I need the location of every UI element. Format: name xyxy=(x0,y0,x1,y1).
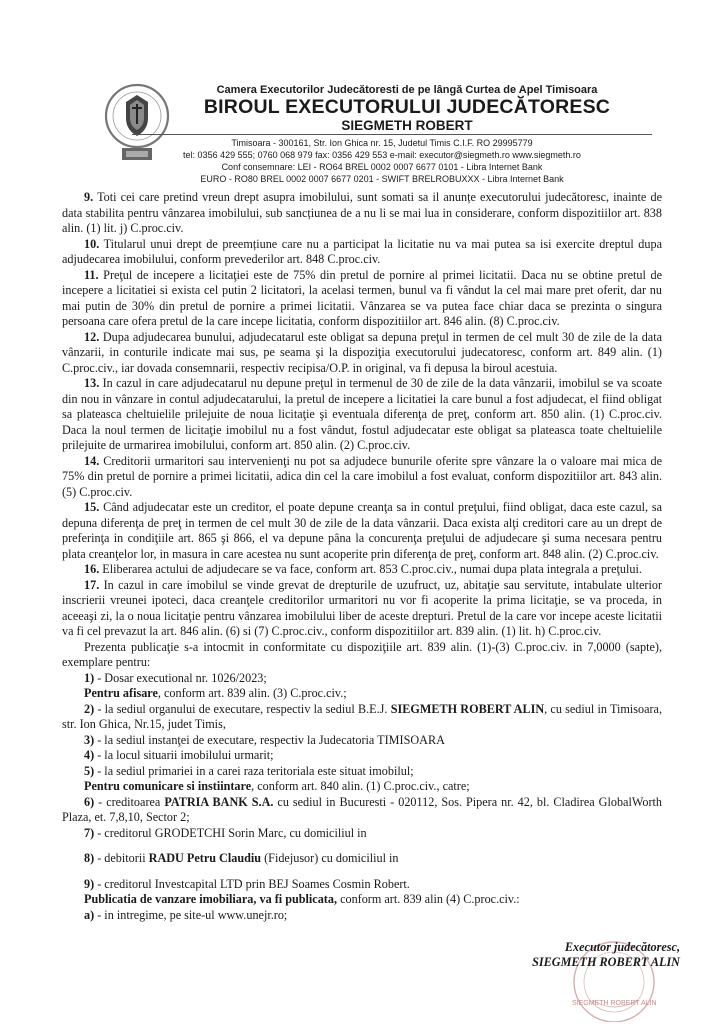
list-name: RADU Petru Claudiu xyxy=(148,851,262,865)
list-name: PATRIA BANK S.A. xyxy=(164,794,274,809)
list-item-3 xyxy=(62,733,662,749)
paragraph-14 xyxy=(62,454,662,501)
paragraph-text: Preţul de incepere a licitaţiei este de 75% din pretul de pornire al primei licitatii. Daca nu se obtine pretul de incepere a licitatiei si exista cel putin 2 licitatori, la acelasi termen, bunul va fi vândut la cel mai mare pret oferit, dar nu mai putin de 30% din pretul de pornire a primei licitatii. Vânzarea se va putea face chiar daca se prezinta o singura persoana care ofera pretul de la care incepe licitatia, conform dispozitiilor art. 846 alin. (8) C.proc.civ. xyxy=(62,267,662,328)
paragraph-number: 10. xyxy=(84,236,100,251)
afisare-heading xyxy=(62,686,662,702)
list-number: 1) xyxy=(84,670,95,685)
list-item-a xyxy=(62,908,662,924)
section-label: Pentru afisare xyxy=(84,686,158,700)
list-item-7 xyxy=(62,826,662,842)
paragraph-number: 11. xyxy=(84,267,99,282)
paragraph-text: Când adjudecatar este un creditor, el poate depune creanţa sa in contul preţului, fiind obligat, daca este cazul, sa depuna diferenţa de preţ in termen de cel mult 30 de zile de la data vânzarii. Daca exista alţi creditori care au un drept de preferinţa in condiţiile art. 865 şi 866, el va depune pâna la concurenţa preţului de adjudecare şi suma necesara pentru plata creanţelor lor, in masura in care acestea nu sunt acoperite prin diferenţa de preţ, conform art. 848 alin. (2) C.proc.civ. xyxy=(62,500,663,561)
paragraph-number: 14. xyxy=(84,453,100,468)
paragraph-text: In cazul in care adjudecatarul nu depune preţul in termenul de 30 de zile de la data vânzarii, imobilul se va scoate din nou in vânzare in contul adjudecatarului, la pretul de incepere a licitatiei la care bunul a fost adjudecat, el fiind obligat sa plateasca cheltuielile prilejuite de noua licitaţie şi eventuala diferenţa de preţ, conform art. 850 alin. (1) C.proc.civ. Daca la noul termen de licitaţie imobilul nu a fost vândut, fostul adjudecatar este obligat sa plateasca toate cheltuielile prilejuite de urmarirea imobilului, conform art. 850 alin. (2) C.proc.civ. xyxy=(62,376,662,452)
section-text: conform art. 839 alin (4) C.proc.civ.: xyxy=(337,892,520,906)
section-label: Publicatia de vanzare imobiliara, va fi publicata, xyxy=(84,892,338,906)
list-item-9 xyxy=(62,877,662,893)
list-item-4 xyxy=(62,748,662,764)
paragraph-16 xyxy=(62,562,662,578)
list-text: cu sediul in Bucuresti - 020112, Sos. Pipera nr. 42, bl. Cladirea GlobalWorth Plaza, et. 7,8,10, Sector 2; xyxy=(62,794,662,824)
paragraph-number: 16. xyxy=(84,562,100,576)
paragraph-number: 13. xyxy=(84,376,100,390)
paragraph-number: 12. xyxy=(84,329,100,344)
spacer xyxy=(62,867,662,877)
list-number: 8) xyxy=(84,851,95,865)
list-text: (Fidejusor) cu domiciliul in xyxy=(261,851,399,865)
list-name: SIEGMETH ROBERT ALIN xyxy=(390,701,545,716)
header-address: Timisoara - 300161, Str. Ion Ghica nr. 15, Judetul Timis C.I.F. RO 29995779 xyxy=(231,138,533,148)
list-item-5 xyxy=(62,764,662,780)
list-item-8 xyxy=(62,851,662,867)
list-number: 5) xyxy=(84,763,95,778)
list-text: - la sediul organului de executare, respectiv la sediul B.E.J. xyxy=(94,701,391,716)
office-title: BIROUL EXECUTORULUI JUDECĂTORESC xyxy=(203,96,611,118)
list-number: a) xyxy=(84,907,95,922)
list-item-6 xyxy=(62,795,662,826)
paragraph-number: 9. xyxy=(84,190,94,204)
header-divider xyxy=(132,134,652,135)
paragraph-number: 15. xyxy=(84,500,100,514)
list-number: 6) xyxy=(84,794,95,809)
header-account-lei: Conf consemnare: LEI - RO64 BREL 0002 0007 6677 0101 - Libra Internet Bank xyxy=(221,162,543,172)
list-text: - creditorul Investcapital LTD prin BEJ Soames Cosmin Robert. xyxy=(94,876,410,891)
paragraph-12 xyxy=(62,330,662,377)
list-text: - in intregime, pe site-ul www.unejr.ro; xyxy=(94,907,288,922)
list-number: 4) xyxy=(84,748,95,762)
signature-title: Executor judecătoresc, xyxy=(564,940,680,954)
list-text: , cu sediul in Timisoara, str. Ion Ghica, Nr.15, judet Timis, xyxy=(62,701,662,731)
paragraph-number: 17. xyxy=(84,577,100,592)
list-item-2 xyxy=(62,702,662,733)
paragraph-text: Toti cei care pretind vreun drept asupra imobilului, sunt somati sa il anunțe executorului judecătoresc, inainte de data stabilita pentru vânzarea imobilului, sub sancțiunea de a nu li se mai lua in considerare, conform dispozitiilor art. 838 alin. (1) lit. j) C.proc.civ. xyxy=(62,190,662,235)
section-text: , conform art. 840 alin. (1) C.proc.civ., catre; xyxy=(251,779,470,793)
list-number: 7) xyxy=(84,825,95,840)
list-text: - Dosar executional nr. 1026/2023; xyxy=(94,670,267,685)
comunicare-heading xyxy=(62,779,662,795)
header-account-euro: EURO - RO80 BREL 0002 0007 6677 0201 - SWIFT BRELROBUXXX - Libra Internet Bank xyxy=(200,174,564,184)
list-number: 3) xyxy=(84,732,95,747)
paragraph-11 xyxy=(62,268,662,330)
publicatia-heading xyxy=(62,892,662,908)
document-body xyxy=(62,190,662,923)
paragraph-text: Titularul unui drept de preemțiune care nu a participat la licitatie nu va mai putea sa isi exercite dreptul dupa adjudecarea imobilului, conform prevederilor art. 848 C.proc.civ. xyxy=(62,236,663,266)
paragraph-10 xyxy=(62,237,662,268)
list-text: - debitorii xyxy=(94,851,149,865)
stamp-text: SIEGMETH ROBERT ALIN xyxy=(572,1000,657,1007)
header-contact: tel: 0356 429 555; 0760 068 979 fax: 0356 429 553 e-mail: executor@siegmeth.ro www.siegmeth.ro xyxy=(183,150,581,160)
section-label: Pentru comunicare si instiintare xyxy=(84,779,252,793)
paragraph-text: Creditorii urmaritori sau intervenienţi nu pot sa adjudece bunurile oferite spre vânzare la o valoare mai mica de 75% din pretul de pornire a primei licitatii, adica din cel la care imobilul a fost evaluat, conform dispozitiilor art. 843 alin. (5) C.proc.civ. xyxy=(62,453,663,499)
paragraph-15 xyxy=(62,500,662,562)
paragraph-text: Eliberarea actului de adjudecare se va face, conform art. 853 C.proc.civ., numai dupa plata integrala a preţului. xyxy=(102,562,642,576)
paragraph-13 xyxy=(62,376,662,454)
paragraph-text: In cazul in care imobilul se vinde grevat de drepturile de uzufruct, uz, abitaţie sau servitute, intabulate ulterior inscrierii vreunei ipoteci, daca creanţele creditorilor urmaritori nu vor fi acoperite la prima licitaţie, se va proceda, in aceeaşi zi, la o noua licitaţie pentru vânzarea imobilului liber de aceste drepturi. Pretul de la care vor incepe aceste licitatii va fi cel prevazut la art. 846 alin. (6) si (7) C.proc.civ., conform dispozitiilor art. 839 alin. (1) lit. h) C.proc.civ. xyxy=(62,577,663,638)
section-text: , conform art. 839 alin. (3) C.proc.civ.; xyxy=(157,686,347,700)
list-text: - creditorul GRODETCHI Sorin Marc, cu domiciliul in xyxy=(94,825,367,840)
list-number: 2) xyxy=(84,701,95,716)
list-text: - la locul situarii imobilului urmarit; xyxy=(94,748,274,762)
list-text: - la sediul instanţei de executare, respectiv la Judecatoria TIMISOARA xyxy=(94,732,445,747)
paragraph-prezenta: Prezenta publicaţie s-a intocmit in conformitate cu dispoziţiile art. 839 alin. (1)-(3) C.proc.civ. in 7,0000 (sapte), exemplare pentru: xyxy=(62,639,662,669)
list-number: 9) xyxy=(84,876,95,891)
paragraph-text: Dupa adjudecarea bunului, adjudecatarul este obligat sa depuna preţul in termen de cel mult 30 de zile de la data vânzarii, in conturile indicate mai sus, pe seama şi la dispoziţia executorului judecatoresc, conform art. 849 alin. (1) C.proc.civ., iar dovada consemnarii, respectiv recipisa/O.P. in original, va fi depusa la biroul acestuia. xyxy=(62,329,663,375)
paragraph-17 xyxy=(62,578,662,640)
list-item-1 xyxy=(62,671,662,687)
signature-name: SIEGMETH ROBERT ALIN xyxy=(532,955,680,969)
executor-name: SIEGMETH ROBERT xyxy=(341,118,473,133)
paragraph-9 xyxy=(62,190,662,237)
signature-block xyxy=(470,940,680,970)
list-text: - creditoarea xyxy=(94,794,165,809)
list-text: - la sediul primariei in a carei raza teritoriala este situat imobilul; xyxy=(94,763,414,778)
spacer xyxy=(62,841,662,851)
chamber-title: Camera Executorilor Judecătoresti de pe lângă Curtea de Apel Timisoara xyxy=(216,84,598,96)
